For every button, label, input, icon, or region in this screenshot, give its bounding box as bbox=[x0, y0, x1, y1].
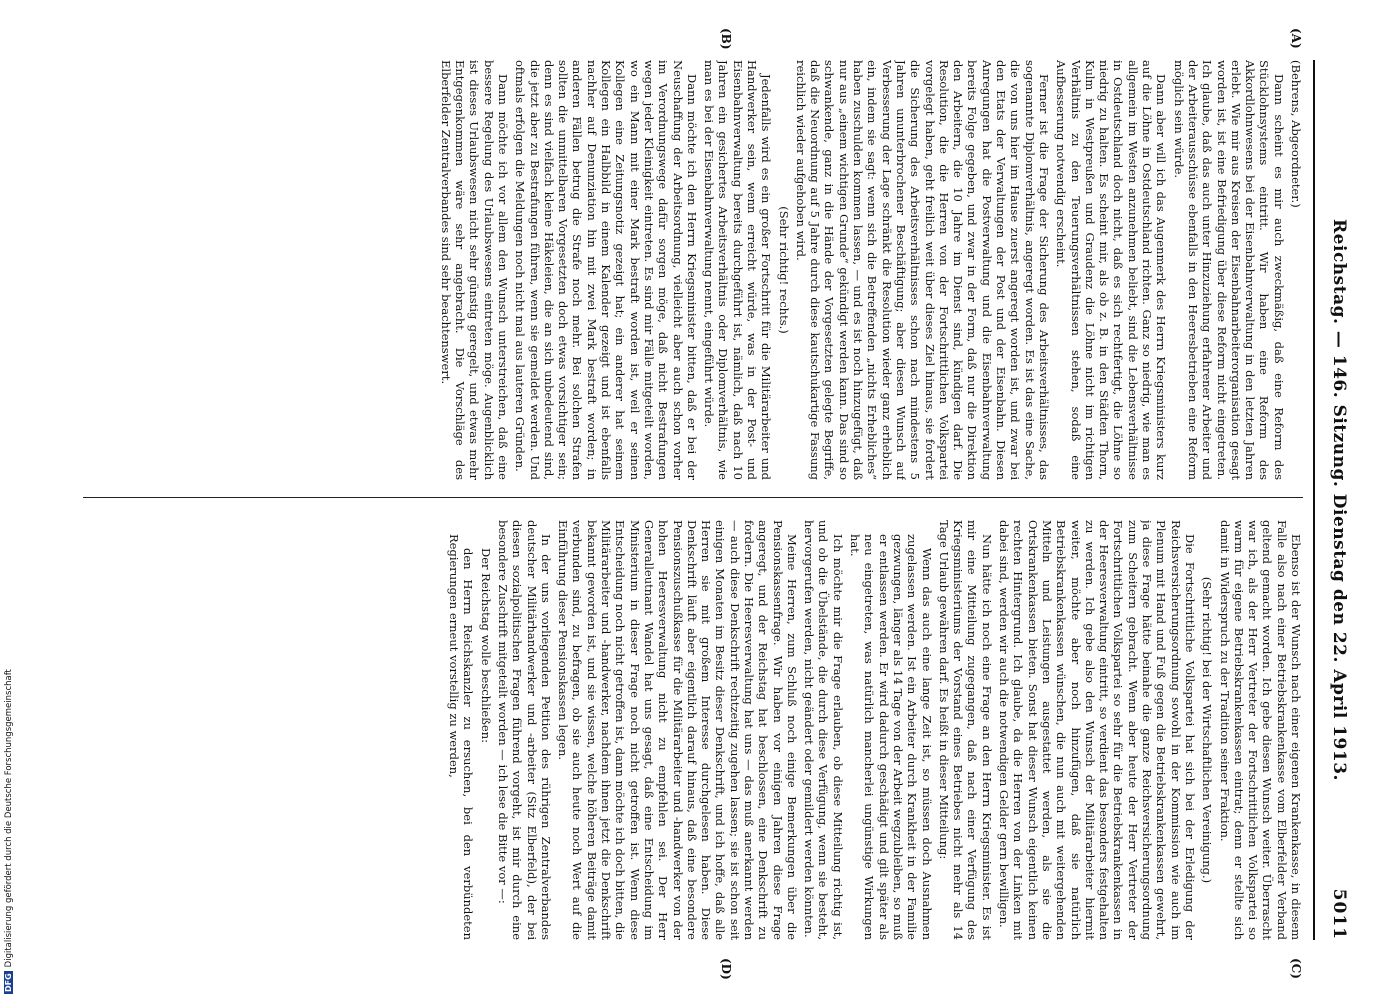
credit-text: Digitalisierung gefördert durch die Deutsche Forschungsgemeinschaft bbox=[4, 669, 14, 968]
motion-line: Der Reichstag wolle beschließen: bbox=[478, 548, 493, 743]
paragraph: Dann aber will ich das Augenmerk des Herrn Kriegsministers kurz auf die Löhne in Ostdeutschland richten. Ganz so niedrig, wie man es allgemein im Westen anzunehmen beliebt, sind die Lebensverhältnisse in Ostdeutschland doch nicht, daß es sich rechtfertigt, die Löhne so niedrig zu halten. Es scheint mir, als ob z. B. in den Städten Thorn, Kulm in Westpreußen und Graudenz die Löhne nicht im richtigen Verhältnis zu den Teuerungsverhältnissen stehen, sodaß eine Aufbesserung notwendig erscheint. bbox=[1054, 60, 1169, 480]
paragraph: Nun hätte ich noch eine Frage an den Herrn Kriegsminister. Es ist mir eine Mitteilung zugegangen, daß nach einer Verfügung des Kriegsministeriums der Vorstand eines Betriebes nicht mehr als 14 Tage Urlaub gewähren darf. Es heißt in dieser Mitteilung: bbox=[936, 520, 994, 940]
header-title: Reichstag. — 146. Sitzung. Dienstag den 22. April 1913. bbox=[1329, 219, 1349, 781]
paragraph: Ebenso ist der Wunsch nach einer eigenen Krankenkasse, in diesem Falle also nach einer Betriebskrankenkasse vom Elberfelder Verband geltend gemacht worden. Ich gebe diesen Wunsch weiter. Überrascht war ich, als der Herr Vertreter der Fortschrittlichen Volkspartei so warm für eigene Betriebskrankenkassen eintrat; denn er stellte sich damit in Widerspruch zu der Tradition seiner Fraktion. bbox=[1217, 520, 1303, 940]
left-column bbox=[48, 60, 1303, 480]
digitization-credit bbox=[4, 634, 15, 994]
dfg-logo: DFG bbox=[4, 973, 13, 992]
paragraph: Dann scheint es mir auch zweckmäßig, daß eine Reform des Stücklohnsystems eintritt. Wir haben eine Reform des Akkordlohnwesens bei der Eisenbahnverwaltung in den letzten Jahren erlebt. Wie mir aus Kreisen der Eisenbahnarbeiterorganisation gesagt worden ist, ist eine Befriedigung über diese Reform nicht eingetreten. Ich glaube, daß das auch unter Hinzuziehung erfahrener Arbeiter und der Arbeiterausschüsse ebenfalls in den Heeresbetrieben eine Reform möglich sein würde. bbox=[1171, 60, 1286, 480]
page-header bbox=[1313, 60, 1355, 940]
margin-mark-c: (C) bbox=[1289, 958, 1303, 979]
paragraph: In der uns vorliegenden Petition des rührigen Zentralverbandes deutscher Militärhandwerker und -arbeiter (Sitz Elberfeld), der bei diesen sozialpolitischen Fragen führend vorgeht, ist mir durch eine besondere Zuschrift mitgeteilt worden — ich lese die Bitte vor —: bbox=[495, 520, 553, 940]
paragraph: Ferner ist die Frage der Sicherung des Arbeitsverhältnisses, das sogenannte Diplomverhältnis, angeregt worden. Es ist das eine Sache, die von uns hier im Hause zuerst angeregt worden ist, und zwar bei den Etats der Verwaltungen der Post und der Eisenbahn. Diesen Anregungen hat die Postverwaltung und die Eisenbahnverwaltung bereits Folge gegeben, und zwar in der Form, daß nur die Direktion den Arbeitern, die 10 Jahre im Dienst sind, kündigen darf. Die Resolution, die die Herren von der Fortschrittlichen Volkspartei vorgelegt haben, geht freilich weit über dieses Ziel hinaus, sie fordert die Sicherung des Arbeitsverhältnisses schon nach mindestens 5 Jahren ununterbrochener Beschäftigung; aber diesen Wunsch auf Verbesserung der Lage schränkt die Resolution wieder ganz erheblich ein, indem sie sagt: wenn sich die Betreffenden „nichts Erhebliches“ haben zuschulden kommen lassen, — und es ist noch hinzugefügt, daß nur aus „einem wichtigen Grunde“ gekündigt werden kann. Das sind so schwankende, ganz in die Hände der Vorgesetzten gelegte Begriffe, daß die Neuordnung auf 5 Jahre durch diese kautschukartige Fassung reichlich wieder aufgehoben wird. bbox=[793, 60, 1051, 480]
paragraph: Dann möchte ich vor allem den Wunsch unterstreichen, daß eine bessere Regelung des Urlaubswesens eintreten möge. Augenblicklich ist dieses Urlaubswesen nicht sehr günstig geregelt, und etwas mehr Entgegenkommen wäre sehr angebracht. Die Vorschläge des Elberfelder Zentralverbandes sind sehr beachtenswert. bbox=[438, 60, 510, 480]
column-divider bbox=[83, 497, 1303, 498]
interjection: (Sehr richtig! bei der Wirtschaftlichen Vereinigung.) bbox=[1200, 576, 1215, 884]
paragraph: Meine Herren, zum Schluß noch einige Bemerkungen über die Pensionskassenfrage. Wir haben vor einigen Jahren diese Frage angeregt, und der Reichstag hat beschlossen, eine Denkschrift zu fordern. Die Heeresverwaltung hat uns — das muß anerkannt werden — auch diese Denkschrift rechtzeitig zugehen lassen; sie ist schon seit einigen Monaten im Besitz dieser Denkschrift, und ich hoffe, daß alle Herren sie mit großem Interesse durchgelesen haben. Diese Denkschrift läuft aber eigentlich darauf hinaus, daß eine besondere Pensionszuschußkasse für die Militärarbeiter und -handwerker von der hohen Heeresverwaltung nicht zu empfehlen sei. Der Herr Generalleutnant Wandel hat uns gesagt, daß eine Entscheidung im Ministerium in dieser Frage noch nicht getroffen ist. Wenn diese Entscheidung noch nicht getroffen ist, dann möchte ich doch bitten, die Militärarbeiter und -handwerker, nachdem ihnen jetzt die Denkschrift bekannt geworden ist, und sie wissen, welche höheren Beiträge damit verbunden sind, zu befragen, ob sie auch heute noch Wert auf die Einführung dieser Pensionskassen legen. bbox=[556, 520, 799, 940]
page-number: 5011 bbox=[1329, 888, 1349, 940]
speaker-line: (Behrens, Abgeordneter.) bbox=[1289, 60, 1303, 208]
paragraph: Dann möchte ich den Herrn Kriegsminister bitten, daß er bei der Neuschaffung der Arbeitsordnung, vielleicht aber auch schon vorher im Verordnungswege dafür sorgen möge, daß nicht Bestrafungen wegen jeder Kleinigkeit eintreten. Es sind mir Fälle mitgeteilt worden, wo ein Mann mit einer Mark bestraft worden ist, weil er seinen Kollegen eine Zeitungsnotiz gezeigt hat; ein anderer hat seinem Kollegen ein Halbbild in einem Kalender gezeigt und ist ebenfalls nachher auf Denunziation hin mit zwei Mark bestraft worden; in anderen Fällen betrug die Strafe noch mehr. Bei solchen Strafen sollten die unmittelbaren Vorgesetzten doch etwas vorsichtiger sein; denn es sind vielfach kleine Häkeleien, die an sich unbedeutend sind, die jetzt aber zu Bestrafungen führen, wenn sie gemeldet werden. Und oftmals erfolgen die Meldungen noch nicht mal aus lauteren Gründen. bbox=[513, 60, 699, 480]
paragraph: Ich möchte mir die Frage erlauben, ob diese Mitteilung richtig ist, und ob die Übelstände, die durch diese Verfügung, wenn sie besteht, hervorgerufen werden, nicht geändert oder gemildert werden könnten. bbox=[802, 520, 845, 940]
margin-mark-d: (D) bbox=[719, 958, 733, 980]
margin-mark-b: (B) bbox=[719, 28, 733, 50]
margin-mark-a: (A) bbox=[1289, 28, 1303, 49]
motion-line: den Herrn Reichskanzler zu ersuchen, bei den verbündeten Regierungen erneut vorstellig zu werden, bbox=[447, 534, 476, 940]
interjection: (Sehr richtig! rechts.) bbox=[776, 206, 791, 334]
paragraph: Jedenfalls wird es ein großer Fortschritt für die Militärarbeiter und Handwerker sein, wenn erreicht würde, was in der Post- und Eisenbahnverwaltung bereits durchgeführt ist, nämlich, daß nach 10 Jahren ein gesichertes Arbeitsverhältnis oder Diplomverhältnis, wie man es bei der Eisenbahnverwaltung nennt, eingeführt würde. bbox=[702, 60, 774, 480]
quotation: Wenn das auch eine lange Zeit ist, so müssen doch Ausnahmen zugelassen werden. Ist ein Arbeiter durch Krankheit in der Familie gezwungen, länger als 14 Tage von der Arbeit wegzubleiben, so muß er entlassen werden. Er wird dadurch geschädigt und gilt später als neu eingetreten, was natürlich mancherlei ungünstige Wirkungen hat. bbox=[848, 534, 934, 940]
right-column bbox=[48, 520, 1303, 940]
paragraph: Die Fortschrittliche Volkspartei hat sich bei der Erledigung der Reichsversicherungsordnung sowohl in der Kommission wie auch im Plenum mit Hand und Fuß gegen die Betriebskrankenkassen gewehrt, ja diese Frage hätte beinahe die ganze Reichsversicherungsordnung zum Scheitern gebracht. Wenn aber heute der Herr Vertreter der Fortschrittlichen Volkspartei so sehr für die Betriebskrankenkassen in der Heeresverwaltung eintritt, so verdient das besonders festgehalten zu werden. Ich gebe also den Wunsch der Militärarbeiter hiermit weiter, möchte aber noch hinzufügen, daß sie natürlich Betriebskrankenkassen wünschen, die nun auch mit weitergehenden Mitteln und Leistungen ausgestattet werden, als sie die Ortskrankenkassen bieten. Sonst hat dieser Wunsch eigentlich keinen rechten Hintergrund. Ich glaube, da die Herren von der Linken mit dabei sind, werden wir auch die notwendigen Gelder gern bewilligen. bbox=[997, 520, 1197, 940]
